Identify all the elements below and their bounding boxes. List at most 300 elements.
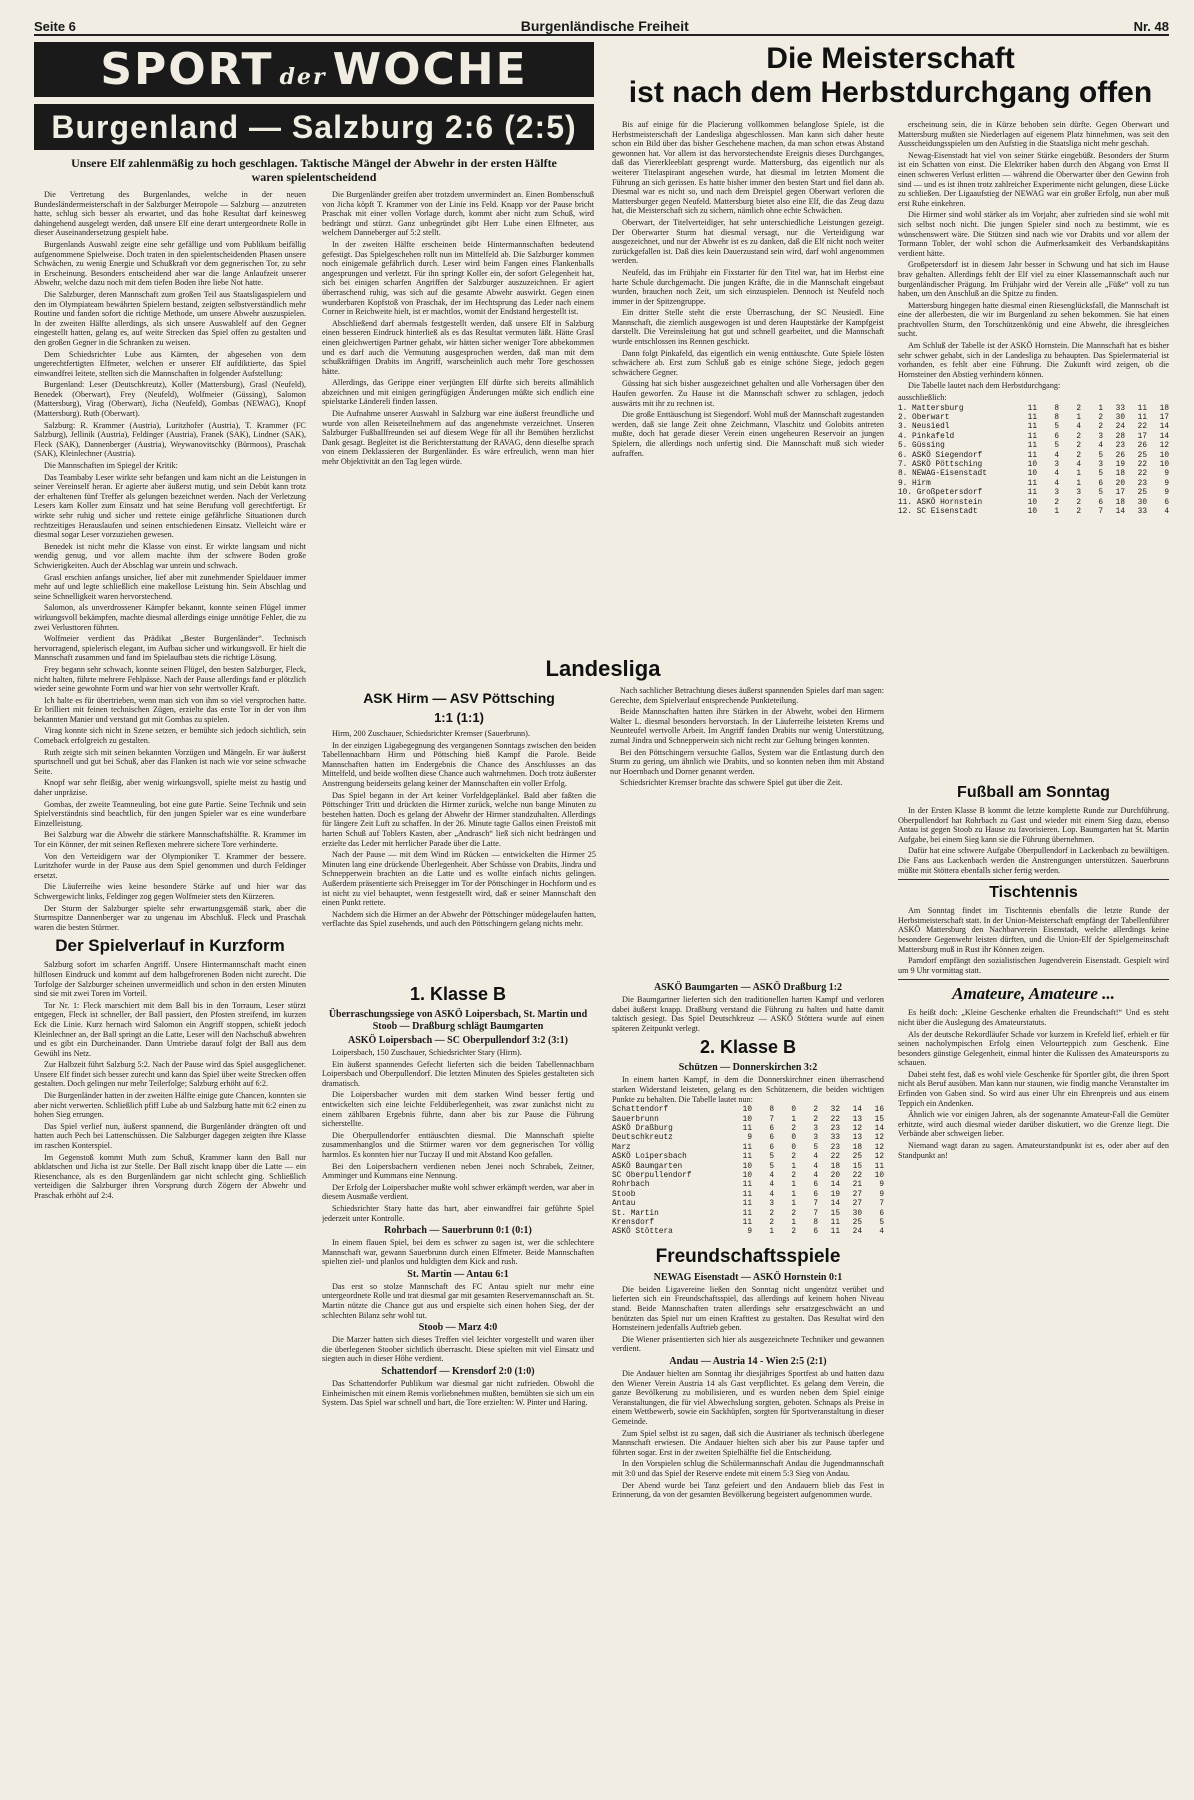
team-name: St. Martin	[612, 1209, 659, 1218]
stat-cell: 4	[769, 1190, 774, 1199]
team-name: 2. Oberwart	[898, 414, 950, 423]
paragraph: Bei den Pöttschingern versuchte Gallos, System war die Entlastung durch den Sturm zu gering, um ähnlich wie Drabits, und so konnten neben ihm mit Abstand nur Hoernbach und Dorner genannt werden.	[610, 747, 884, 776]
main-report-part1	[34, 190, 306, 932]
paragraph: Das Teambaby Leser wirkte sehr befangen und kam nicht an die Leistungen in seiner Vereinself heran. Er agierte aber äußerst mutig, und sein Debüt kann trotz der erhaltenen fünf Treffer als gelungen bezeichnet werden. Nach der Verletzung Lesers kam Koller zum Einsatz und hat seine Berufung voll gerechtfertigt. Er wirkte sehr ruhig und sicher und rettete einige gefährliche Situationen durch rechtzeitiges Herauslaufen und seinen entschiedenen Einsatz. Vielleicht wäre er diesmal sogar Leser vorzuziehen gewesen.	[34, 472, 306, 540]
table-row	[612, 1228, 884, 1237]
team-name: ASKÖ Stöttera	[612, 1228, 673, 1237]
stat-cell: 1	[791, 1181, 796, 1190]
landesliga-score: 1:1 (1:1)	[434, 710, 484, 725]
stat-cell: 19	[830, 1190, 840, 1199]
paragraph: Die Andauer hielten am Sonntag ihr diesjähriges Sportfest ab und hatten dazu den Wiener Verein Austria 14 als Gast verpflichtet. Es gelang dem Verein, die ganze Bevölkerung zu mobilisieren, und es wurden neben dem Spiel einige Veranstaltungen, die für viel Abwechslung sorgten, geboten. Schnaps als Preise in einem Wettbewerb, sowie ein Sackhüpfen, sorgten für Sportveranstaltung in dieser Gemeinde.	[612, 1369, 884, 1426]
table-row	[898, 433, 1169, 442]
table-row	[612, 1172, 884, 1181]
paragraph: Die Mannschaften im Spiegel der Kritik:	[44, 461, 178, 471]
paragraph: Die Salzburger, deren Mannschaft zum großen Teil aus Staatsligaspielern und den im Olympiateam bewährten Spielern bestand, zeigten selbstverständlich mehr Routine und fanden sofort die richtige Methode, um unsere Abwehr auszuspielen. In der zweiten Hälfte allerdings, als sich unsere Auswahlelf auf den Gegner eingestellt hatten, gelang es, auf weite Strecken das Spiel offen zu gestalten und den großen Gegner in die Schranken zu weisen.	[34, 289, 306, 347]
paragraph: Die Marzer hatten sich dieses Treffen viel leichter vorgestellt und waren über die überlegenen Stoober sichtlich überrascht. Diese spielten mit viel Einsatz und siegten auch in dieser Höhe verdient.	[322, 1335, 594, 1364]
paragraph: Neufeld, das im Frühjahr ein Fixstarter für den Titel war, hat im Herbst eine harte Schule durchgemacht. Die jungen Kräfte, die in die Mannschaft eingebaut wurden, brauchen noch Zeit, um sich einzuspielen. Dennoch ist Neufeld noch immer in der Spitzengruppe.	[612, 267, 884, 306]
paragraph: Am Schluß der Tabelle ist der ASKÖ Hornstein. Die Mannschaft hat es bisher sehr schwer gehabt, sich in der Landesliga zu behaupten. Das Spielermaterial ist vorhanden, es fehlt aber eine Führung. Die Zukunft wird zeigen, ob die Hornsteiner den Abstieg verhindern können.	[898, 341, 1169, 379]
stat-cell: 1	[1098, 404, 1103, 413]
stat-cell: 1	[1076, 479, 1081, 488]
stat-cell: 2	[1076, 508, 1081, 517]
stat-cell: 11	[830, 1219, 840, 1228]
stat-cell: 5	[1054, 442, 1059, 451]
stat-cell: 8	[1054, 414, 1059, 423]
column-1	[34, 190, 306, 1785]
stat-cell: 2	[1076, 498, 1081, 507]
stat-cell: 11	[874, 1162, 884, 1171]
stat-cell: 11	[1137, 404, 1147, 413]
column-2-top	[322, 190, 594, 520]
stat-cell: 14	[1159, 423, 1169, 432]
stat-cell: 8	[1054, 404, 1059, 413]
stat-cell: 10	[1027, 470, 1037, 479]
stat-cell: 1	[791, 1200, 796, 1209]
stat-cell: 9	[1164, 470, 1169, 479]
klasse1-text2	[322, 1238, 594, 1267]
paragraph: Die Aufnahme unserer Auswahl in Salzburg war eine äußerst freundliche und wurde von allen Reiseteilnehmern auf das angenehmste verzeichnet. Unseren Salzburger Fußballfreunden sei auf diesem Wege für all ihr Bemühen herzlichst Dank gesagt. Begleitet ist die Berichterstattung der RAVAG, denn dieselbe sprach von einem Deklassieren der Burgenländer. Es wäre erfreulich, wenn man hier mehr Objektivität an den Tag legen würde.	[322, 409, 594, 467]
klasse1-text5	[322, 1379, 594, 1408]
klasse1-text3	[322, 1282, 594, 1320]
paragraph: Das Schattendorfer Publikum war diesmal gar nicht zufrieden. Obwohl die Einheimischen mit einem Remis vorliebnehmen mußten, bemühten sie sich um ein System. Das Spiel war schnell und hart, die Tore erzielten: W. Pinter und Haring.	[322, 1379, 594, 1408]
paragraph: Das Spiel verlief nun, äußerst spannend, die Burgenländer drängten oft und hatten auch Pech bei Lattenschüssen. Die Salzburger dagegen zeigten ihre Klasse im raschen Konterspiel.	[34, 1121, 306, 1151]
meisterschaft-headline	[612, 42, 1169, 110]
freund-text1	[612, 1285, 884, 1354]
paragraph: Ich halte es für übertrieben, wenn man sich von ihm so viel versprochen hatte. Er brilliert mit feinen technischen Zügen, erzielte das erste Tor in der von ihm bekannten Manier und verstand gut mit Gombas zu spielen.	[34, 695, 306, 724]
stat-cell: 20	[830, 1172, 840, 1180]
stat-cell: 4	[813, 1172, 818, 1180]
stat-cell: 5	[769, 1162, 774, 1171]
table-row	[898, 414, 1169, 423]
team-name: 3. Neusiedl	[898, 423, 950, 432]
stat-cell: 4	[1054, 470, 1059, 479]
paragraph: Ruth zeigte sich mit seinen bekannten Vorzügen und Mängeln. Er war äußerst spurtschnell und gut bei Schuß, aber das Flanken ist nach wie vor seine schwache Seite.	[34, 747, 306, 776]
stat-cell: 13	[852, 1115, 862, 1124]
paragraph: In einem harten Kampf, in dem die Donnerskirchner einen überraschend starken Widerstand leisteten, gelang es den Schützenern, die beiden wichtigen Punkte zu behalten. Die Tabelle lautet nun:	[612, 1075, 884, 1104]
stat-cell: 25	[852, 1219, 862, 1228]
freund-match2: Andau — Austria 14 - Wien 2:5 (2:1)	[669, 1356, 827, 1367]
stat-cell: 25	[1137, 489, 1147, 498]
stat-cell: 17	[1115, 489, 1125, 498]
table-row	[612, 1210, 884, 1219]
stat-cell: 11	[1027, 423, 1037, 432]
stat-cell: 1	[791, 1115, 796, 1124]
tischtennis-text	[898, 906, 1169, 975]
issue-number: Nr. 48	[1133, 19, 1169, 34]
stat-cell: 18	[852, 1143, 862, 1152]
stat-cell: 2	[1076, 404, 1081, 413]
table-row	[898, 480, 1169, 489]
stat-cell: 11	[742, 1143, 752, 1152]
paragraph: Die Baumgartner lieferten sich den traditionellen harten Kampf und verloren dabei äußerst knapp. Draßburg verstand die Führung zu halten und hatte damit taktisch gesiegt. Das Spiel Deutschkreuz — ASKÖ Stöttera wurde auf einen späteren Zeitpunkt verlegt.	[612, 995, 884, 1033]
stat-cell: 27	[852, 1200, 862, 1209]
table-label: ausschließlich:	[898, 393, 947, 403]
stat-cell: 2	[1076, 451, 1081, 460]
stat-cell: 22	[1137, 423, 1147, 432]
stat-cell: 1	[1076, 414, 1081, 423]
team-name: Deutschkreutz	[612, 1134, 673, 1143]
paragraph: Nach der Pause — mit dem Wind im Rücken — entwickelten die Hirmer 25 Minuten lang eine drückende Überlegenheit. Aber Schüsse von Drabits, Jindra und Schnepperwein brachten an die Latte und es wollte einfach nichts gelingen. Außerdem präsentierte sich Preisegger im Tor der Pöttschinger in Hochform und es ist nicht zu viel behauptet, wenn festgestellt wird, daß er seiner Mannschaft den einen Punkt rettete.	[322, 850, 596, 908]
stat-cell: 33	[830, 1134, 840, 1143]
paragraph: Es heißt doch: „Kleine Geschenke erhalten die Freundschaft!“ Und es steht nicht über die Auslegung des Amateurstatuts.	[898, 1008, 1169, 1027]
stat-cell: 6	[769, 1134, 774, 1143]
paragraph: Die große Enttäuschung ist Siegendorf. Wohl muß der Mannschaft zugestanden werden, daß sie lange Zeit ohne Zeichmann, Vlaschitz und Golobits antreten mußte, doch hat gerade dieser Verein einen ungeheuren Reservoir an jungen Spielern, die allerdings noch unfertig sind. Die Mannschaft muß sich wieder aufraffen.	[612, 410, 884, 458]
klasse2-match: Schützen — Donnerskirchen 3:2	[678, 1062, 818, 1074]
team-name: 6. ASKÖ Siegendorf	[898, 451, 983, 460]
team-name: ASKÖ Baumgarten	[612, 1162, 683, 1171]
stat-cell: 7	[769, 1115, 774, 1124]
stat-cell: 10	[742, 1115, 752, 1124]
stat-cell: 17	[1137, 432, 1147, 441]
landesliga-section	[322, 652, 884, 982]
stat-cell: 15	[830, 1209, 840, 1218]
stat-cell: 23	[830, 1143, 840, 1152]
page-header	[34, 12, 1169, 36]
team-name: 5. Güssing	[898, 442, 945, 451]
stat-cell: 5	[1098, 470, 1103, 479]
paragraph: Salomon, als unverdrossener Kämpfer bekannt, konnte seinen Flügel immer wirkungsvoll bekämpfen, machte diesmal allerdings einige unnötige Fehler, die zu zwei Verlusttoren führten.	[34, 603, 306, 632]
amateure-title: Amateure, Amateure ...	[952, 984, 1115, 1004]
table-row	[612, 1181, 884, 1190]
stat-cell: 11	[830, 1228, 840, 1237]
paragraph: Die Tabelle lautet nach dem Herbstdurchgang:	[908, 381, 1061, 391]
newspaper-page	[34, 12, 1169, 1790]
paragraph: Burgenlands Auswahl zeigte eine sehr gefällige und vom Publikum beifällig aufgenommene Spielweise. Doch traten in den spielentscheidenden Phasen unsere Schwächen, zu wenig Energie und Schußkraft vor dem gegnerischen Tor, zu sehr in Erscheinung. Besonders entscheidend aber war die lange Anlaufzeit unserer Abwehr, welche dazu noch mit dem tiefen Boden ihre liebe Not hatte.	[34, 239, 306, 288]
stat-cell: 24	[852, 1228, 862, 1237]
stat-cell: 11	[742, 1124, 752, 1133]
paragraph: Ein äußerst spannendes Gefecht lieferten sich die beiden Tabellennachbarn Loipersbach und Oberpullendorf. Die letzten Minuten des Spieles gestalteten sich dramatisch.	[322, 1059, 594, 1088]
table-row	[898, 405, 1169, 414]
stat-cell: 9	[1164, 479, 1169, 488]
stat-cell: 2	[791, 1172, 796, 1180]
verlauf-text	[34, 960, 306, 1200]
stat-cell: 22	[1137, 470, 1147, 479]
stat-cell: 12	[852, 1124, 862, 1133]
stat-cell: 11	[742, 1209, 752, 1218]
stat-cell: 3	[813, 1124, 818, 1133]
stat-cell: 2	[769, 1219, 774, 1228]
stat-cell: 1	[1076, 470, 1081, 479]
meisterschaft-line2: ist nach dem Herbstdurchgang offen	[628, 76, 1153, 109]
stat-cell: 2	[1054, 498, 1059, 507]
stat-cell: 6	[769, 1124, 774, 1133]
stat-cell: 2	[791, 1209, 796, 1218]
stat-cell: 6	[1098, 498, 1103, 507]
team-name: 7. ASKÖ Pöttsching	[898, 461, 983, 470]
stat-cell: 21	[852, 1181, 862, 1190]
stat-cell: 11	[1027, 489, 1037, 498]
paragraph: Allerdings, das Gerippe einer verjüngten Elf dürfte sich bereits allmählich abzeichnen und mit einigen geringfügigen Änderungen müßte sich endlich eine spielstarke Ländereli finden lassen.	[322, 378, 594, 407]
paragraph: Im Gegenstoß kommt Muth zum Schuß, Krammer kann den Ball nur abklatschen und Jicha ist zur Stelle. Der Ball zischt knapp über die Latte — ein Riesenchance, als es den Burgenländern gar nicht schlecht ging. Schließlich verteidigen die Salzburger ihren Vorsprung durch Zögern der Abwehr und Praschak erhöht auf 2:4.	[34, 1152, 306, 1200]
landesliga-text-left	[322, 729, 596, 929]
team-name: 11. ASKÖ Hornstein	[898, 498, 983, 507]
paragraph: Güssing hat sich bisher ausgezeichnet gehalten und alle Vorhersagen über den Haufen geworfen. Zu Hause ist die Mannschaft schwer zu schlagen, jedoch auswärts mit ihr zu rechnen ist.	[612, 379, 884, 408]
main-match-banner	[34, 104, 594, 150]
stat-cell: 23	[1137, 479, 1147, 488]
stat-cell: 14	[830, 1181, 840, 1190]
paragraph: Zur Halbzeit führt Salzburg 5:2. Nach der Pause wird das Spiel ausgeglichener. Unsere Elf findet sich besser zurecht und kann das Spiel über weite Strecken offen gestalten. Doch gelingen nur mehr Teilerfolge; Salzburg erhöht auf 6:2.	[34, 1060, 306, 1089]
stat-cell: 14	[874, 1124, 884, 1133]
table-row	[612, 1125, 884, 1134]
stat-cell: 4	[769, 1181, 774, 1190]
stat-cell: 9	[1164, 489, 1169, 498]
stat-cell: 4	[1054, 479, 1059, 488]
stat-cell: 4	[1076, 461, 1081, 470]
team-name: 9. Hirm	[898, 479, 931, 488]
team-name: Sauerbrunn	[612, 1115, 659, 1124]
paragraph: Von den Verteidigern war der Olympioniker T. Krammer der bessere. Luritzhofer wurde in der Pause aus dem Spiel genommen und durch Feldinger ersetzt.	[34, 851, 306, 880]
stat-cell: 19	[1115, 461, 1125, 470]
table-row	[612, 1106, 884, 1115]
table-row	[612, 1153, 884, 1162]
stat-cell: 1	[1054, 508, 1059, 517]
stat-cell: 3	[1098, 461, 1103, 470]
stat-cell: 1	[791, 1219, 796, 1228]
paragraph: Bis auf einige für die Placierung vollkommen belanglose Spiele, ist die Herbstmeisterschaft der Landesliga abgeschlossen. Man kann sich daher heute schon ein Bild über das bisher Geschehene machen, da man schon etwas Abstand gewonnen hat. Vor allem ist das hervorstechendste Ereignis dieses Durchganges, daß das Viererkleeblatt gesprengt wurde. Mattersburg, das eigentlich nur als weiterer Titelaspirant angesehen wurde, hat diesmal im letzten Moment die Führung an sich gerissen. Es hatte bisher immer den besten Start und fiel dann ab. Diesmal war es nicht so, und nach dem Dreispiel gegen Oberwart verloren die Mattersburger gegen Neufeld. Mattersburg bietet also eine Elf, die das Zeug dazu hat, die Meisterschaft sich zu sichern, nämlich ohne echte Schwächen.	[612, 120, 884, 216]
landesliga-match: ASK Hirm — ASV Pöttsching	[363, 690, 555, 706]
stat-cell: 11	[1137, 414, 1147, 423]
stat-cell: 18	[1115, 470, 1125, 479]
paragraph: Am Sonntag findet im Tischtennis ebenfalls die letzte Runde der Herbstmeisterschaft statt. In der Union-Meisterschaft empfängt der Tabellenführer ASKÖ Mattersburg den Nachbarverein Eisenstadt, welche allerdings keine besondere Gegenwehr leisten dürften, und die Union-Elf der Spielgemeinschaft Mattersburg muß in Rust ihr Können zeigen.	[898, 906, 1169, 954]
stat-cell: 3	[1054, 489, 1059, 498]
stat-cell: 5	[1054, 423, 1059, 432]
stat-cell: 22	[830, 1153, 840, 1162]
stat-cell: 6	[813, 1190, 818, 1199]
paragraph: Die Läuferreihe wies keine besondere Stärke auf und hier war das Schwergewicht links, Feldinger zog gegen Wolfmeier stets den Kürzeren.	[34, 882, 306, 901]
stat-cell: 14	[830, 1200, 840, 1209]
stat-cell: 18	[830, 1162, 840, 1171]
team-name: Krensdorf	[612, 1219, 655, 1228]
stat-cell: 2	[813, 1106, 818, 1115]
stat-cell: 7	[1098, 508, 1103, 517]
paragraph: Mattersburg hingegen hatte diesmal einen Riesenglücksfall, die Mannschaft ist eine der allerbesten, die wir im Burgenland zu sehen bekommen. Sie hat einen prachtvollen Sturm, den Torschützenkönig und eine Abwehr, die ihresgleichen sucht.	[898, 300, 1169, 339]
table-row	[898, 452, 1169, 461]
paragraph: Dafür hat eine schwere Aufgabe Oberpullendorf in Lackenbach zu bewältigen. Die Fans aus Lackenbach werden die Anstrengungen unterstützen. Sauerbrunn müßte mit Stöttera ebenfalls sicher fertig werden.	[898, 846, 1169, 875]
meisterschaft-text-1	[612, 120, 884, 458]
landesliga-table	[898, 405, 1169, 518]
column-4-top	[898, 120, 1169, 788]
banner-sport: SPORT	[100, 44, 274, 95]
table-row	[898, 461, 1169, 470]
paragraph: Die Loipersbacher wurden mit dem starken Wind besser fertig und entwickelten sich eine leichte Feldüberlegenheit, was zwar zunächst nicht zu einem zählbaren Ergebnis führte, dann aber bis zur Pause die Führung sicherstellte.	[322, 1090, 594, 1129]
amateure-text	[898, 1008, 1169, 1160]
meisterschaft-text-2	[898, 120, 1169, 391]
paragraph: Der Abend wurde bei Tanz gefeiert und den Andauern blieb das Fest in Erinnerung, da von der gesamten Bevölkerung begeistert aufgenommen wurde.	[612, 1480, 884, 1500]
stat-cell: 9	[879, 1190, 884, 1199]
paragraph: Gombas, der zweite Teamneuling, bot eine gute Partie. Seine Technik und sein Spielverständnis sind beachtlich, für den jungen Spieler war es eine wunderbare Einzelleistung.	[34, 799, 306, 828]
stat-cell: 30	[852, 1209, 862, 1218]
klasse2-table	[612, 1106, 884, 1238]
klasse1-match2: Rohrbach — Sauerbrunn 0:1 (0:1)	[384, 1225, 532, 1237]
paragraph: Hirm, 200 Zuschauer, Schiedsrichter Kremser (Sauerbrunn).	[332, 729, 530, 738]
paragraph: Bei den Loipersbachern verdienen neben Jenei noch Schrabek, Zeitner, Amminger und Kummans eine Nennung.	[322, 1161, 594, 1181]
stat-cell: 33	[1137, 508, 1147, 517]
stat-cell: 22	[830, 1115, 840, 1124]
stat-cell: 12	[874, 1134, 884, 1143]
paragraph: Die Hirmer sind wohl stärker als im Vorjahr, aber zufrieden sind sie wohl mit sich selbst noch nicht. Die jungen Spieler sind noch zu bestimmt, wie es wünschenswert wäre. Die Stützen sind nach wie vor Drabits und vor allem der Tormann Tobler, der wohl schon die Aufmerksamkeit des Verbandskapitäns verdient hätte.	[898, 210, 1169, 258]
klasse1-text1	[322, 1048, 594, 1223]
stat-cell: 6	[813, 1181, 818, 1190]
stat-cell: 11	[1027, 479, 1037, 488]
klasse2-text	[612, 1075, 884, 1104]
paragraph: Ähnlich wie vor einigen Jahren, als der sogenannte Amateur-Fall die Gemüter erhitzte, wird auch diesmal wieder darüber diskutiert, wo die Grenze liegt. Die Verbände aber schweigen lieber.	[898, 1110, 1169, 1139]
stat-cell: 5	[1098, 451, 1103, 460]
stat-cell: 15	[874, 1115, 884, 1124]
paragraph: Knopf war sehr fleißig, aber wenig wirkungsvoll, spielte meist zu hastig und daher unpräzise.	[34, 778, 306, 798]
main-report-part2	[322, 190, 594, 467]
stat-cell: 3	[1076, 489, 1081, 498]
sport-der-woche-banner	[34, 42, 594, 97]
paragraph: Nachdem sich die Hirmer an der Abwehr der Pöttschinger müdegelaufen hatten, verflachte das Spiel zusehends, und auch den Pöttschingern gelang nichts mehr.	[322, 909, 596, 929]
stat-cell: 14	[1115, 508, 1125, 517]
team-name: Stoob	[612, 1190, 636, 1199]
klasse1r-text	[612, 995, 884, 1033]
paragraph: Das erst so stolze Mannschaft des FC Antau spielt nur mehr eine untergeordnete Rolle und trat diesmal gar mit gesamten Reservemannschaft an. St. Martin nützte die Chance gut aus und erspielte sich einen hohen Sieg, der der schlechten Bilanz sehr wohl tut.	[322, 1281, 594, 1320]
stat-cell: 2	[791, 1124, 796, 1133]
team-name: 4. Pinkafeld	[898, 432, 955, 441]
paragraph: Das Spiel begann in der Art keiner Vorfeldgeplänkel. Bald aber faßten die Pöttschinger Tritt und drückten die Hirmer zurück, welche nun bange Minuten zu bestehen hatten. Doch es gelang der Abwehr der Hirmer standzuhalten. Allerdings für längere Zeit Luft zu schaffen. In der 26. Minute tagte Gallos einen Freistoß mit harten Schuß auf Toblers Kasten, aber „Andrasch“ ließ sich nicht bedrängen und erzielte das Leder mit herrlicher Parade über die Latte.	[322, 790, 596, 848]
stat-cell: 25	[852, 1153, 862, 1162]
stat-cell: 1	[791, 1190, 796, 1199]
paragraph: Der Sturm der Salzburger spielte sehr erwartungsgemäß stark, aber die Sturmspitze Dannenberger war zu ungenau im Abschluß. Fleck und Praschak waren die besten Stürmer.	[34, 903, 306, 932]
stat-cell: 30	[1137, 498, 1147, 507]
team-name: Antau	[612, 1200, 636, 1209]
stat-cell: 10	[1159, 461, 1169, 470]
paragraph: Salzburg: R. Krammer (Austria), Luritzhofer (Austria), T. Krammer (FC Salzburg), Jellinik (Austria), Feldinger (Austria), Franek (SAK), Lindner (SAK), Fleck (SAK), Dannenberger (Austria), Weywanovitschky (Bürmoos), Praschak (SAK), Kleinlechner (Austria).	[34, 420, 306, 459]
stat-cell: 7	[879, 1200, 884, 1209]
paragraph: Dem Schiedsrichter Lube aus Kärnten, der abgesehen von dem ungerechtfertigten Elfmeter, welchen er unserer Elf aufdiktierte, das Spiel einwandfrei leitete, stellten sich die Mannschaften in folgender Aufstellung:	[34, 349, 306, 378]
paragraph: Der Erfolg der Loipersbacher mußte wohl schwer erkämpft werden, war aber in diesem Ausmaße verdient.	[322, 1182, 594, 1202]
verlauf-title: Der Spielverlauf in Kurzform	[55, 936, 285, 956]
paragraph: Bei Salzburg war die Abwehr die stärkere Mannschaftshälfte. R. Krammer im Tor ein Könner, der mit seinen Reflexen mehrere sichere Tore verhinderte.	[34, 830, 306, 849]
stat-cell: 9	[879, 1181, 884, 1190]
stat-cell: 5	[879, 1219, 884, 1228]
stat-cell: 4	[1076, 423, 1081, 432]
table-row	[612, 1191, 884, 1200]
stat-cell: 11	[1027, 451, 1037, 460]
paragraph: Abschließend darf abermals festgestellt werden, daß unsere Elf in Salzburg einen besseren Eindruck hinterließ als es das Resultat vermuten läßt. Hätte Grasl einen gleichwertigen Partner gehabt, wir hätten sicher weniger Tore abbekommen und es darf auch die Vermutung ausgesprochen werden, daß man mit dem schußkräftigen Drabits im Angriff, warscheinlich auch mehr Tore geschossen hätte.	[322, 318, 594, 376]
paragraph: Dann folgt Pinkafeld, das eigentlich ein wenig enttäuschte. Gute Spiele lösten schwächere ab. Erst zum Schluß gab es einige schöne Siege, jedoch gegen schwächere Gegner.	[612, 348, 884, 377]
table-row	[898, 423, 1169, 432]
stat-cell: 14	[1159, 432, 1169, 441]
stat-cell: 2	[1098, 414, 1103, 423]
stat-cell: 7	[813, 1200, 818, 1209]
landesliga-text-right	[610, 686, 884, 788]
stat-cell: 5	[1098, 489, 1103, 498]
stat-cell: 10	[1027, 498, 1037, 507]
stat-cell: 8	[769, 1106, 774, 1115]
stat-cell: 4	[1054, 451, 1059, 460]
stat-cell: 8	[813, 1219, 818, 1228]
paragraph: Die Wiener präsentierten sich hier als ausgezeichnete Techniker und gewannen verdient.	[612, 1334, 884, 1354]
klasse1-section	[322, 980, 594, 1785]
stat-cell: 25	[1137, 451, 1147, 460]
table-row	[612, 1144, 884, 1153]
paragraph: Großpetersdorf ist in diesem Jahr besser in Schwung und hat sich im Hause brav gehalten. Allerdings fehlt der Elf viel zu einer Klassemannschaft auch nur burgenländischer Prägung. Im Frühjahr wird der Verein alle „Füße“ voll zu tun haben, um den Anschluß an die Spitze zu finden.	[898, 260, 1169, 299]
page-number: Seite 6	[34, 19, 76, 34]
table-row	[898, 442, 1169, 451]
stat-cell: 2	[791, 1153, 796, 1162]
stat-cell: 4	[813, 1162, 818, 1171]
stat-cell: 10	[874, 1172, 884, 1180]
table-row	[612, 1200, 884, 1209]
paragraph: Salzburg sofort im scharfen Angriff. Unsere Hintermannschaft macht einen hilflosen Eindruck und kommt auf dem halbgefrorenen Boden nicht zurecht. Die Torfolge der Salzburger scheinen unvermeidlich und schon in den ersten Minuten sind sie mit zwei Toren im Vorteil.	[34, 960, 306, 999]
stat-cell: 11	[742, 1190, 752, 1199]
main-match-subtitle: Unsere Elf zahlenmäßig zu hoch geschlagen. Taktische Mängel der Abwehr in der ersten Hälfte waren spielentscheidend	[71, 156, 557, 184]
stat-cell: 14	[852, 1106, 862, 1115]
stat-cell: 27	[852, 1190, 862, 1199]
paragraph: Parndorf empfängt den sozialistischen Jugendverein Eisenstadt. Gespielt wird um 9 Uhr vormittag statt.	[898, 956, 1169, 975]
paragraph: Die Burgenländer hatten in der zweiten Hälfte einige gute Chancen, konnten sie aber nicht verwerten. Schließlich pfiff Lube ab und Salzburg hatte mit 6:2 einen zu hohen Sieg errungen.	[34, 1091, 306, 1120]
stat-cell: 23	[1115, 442, 1125, 451]
stat-cell: 11	[742, 1181, 752, 1190]
klasse2-title: 2. Klasse B	[699, 1037, 797, 1058]
column-3-top	[612, 120, 884, 656]
stat-cell: 0	[791, 1134, 796, 1143]
paragraph: Virag konnte sich nicht in Szene setzen, er bemühte sich jedoch sichtlich, sein Comeback erfolgreich zu gestalten.	[34, 726, 306, 746]
paragraph: Zum Spiel selbst ist zu sagen, daß sich die Austrianer als technisch überlegene Mannschaft erwiesen. Die Andauer hielten sich aber bis zur Pause tapfer und führten sogar. Erst in der zweiten Spielhälfte fiel die Entscheidung.	[612, 1428, 884, 1457]
stat-cell: 6	[879, 1209, 884, 1218]
team-name: 10. Großpetersdorf	[898, 489, 983, 498]
stat-cell: 3	[1098, 432, 1103, 441]
team-name: Marz	[612, 1143, 631, 1152]
stat-cell: 22	[852, 1172, 862, 1180]
stat-cell: 4	[769, 1172, 774, 1180]
stat-cell: 16	[874, 1106, 884, 1115]
stat-cell: 12	[1159, 442, 1169, 451]
table-row	[898, 499, 1169, 508]
stat-cell: 23	[830, 1124, 840, 1133]
stat-cell: 5	[769, 1153, 774, 1162]
stat-cell: 11	[1027, 442, 1037, 451]
banner-der: der	[279, 64, 327, 90]
table-row	[612, 1163, 884, 1172]
paragraph: Benedek ist nicht mehr die Klasse von einst. Er wirkte langsam und nicht wendig genug, und vor allem machte ihm der schwere Boden große Schwierigkeiten. Auch der Abschlag war unrein und schwach.	[34, 541, 306, 570]
klasse1r-match1: ASKÖ Baumgarten — ASKÖ Draßburg 1:2	[653, 982, 843, 993]
stat-cell: 18	[1159, 404, 1169, 413]
paragraph: In den Vorspielen schlug die Schülermannschaft Andau die Jugendmannschaft mit 3:0 und das Spiel der Reserve endete mit einem 5:3 Sieg von Andau.	[612, 1459, 884, 1478]
fussball-text	[898, 806, 1169, 875]
landesliga-title: Landesliga	[545, 656, 661, 681]
paragraph: Die beiden Ligavereine ließen den Sonntag nicht ungenützt verübet und lieferten sich ein Freundschaftsspiel, das allerdings auf keinem hohen Niveau stand. Beide Mannschaften traten allerdings sehr ersatzgeschwächt an und benützten das Spiel nur um einen Krafttest zu gestalten. Das Resultat wird den Hornsteinern jedenfalls Auftrieb geben.	[612, 1284, 884, 1333]
stat-cell: 30	[1115, 414, 1125, 423]
stat-cell: 10	[1159, 451, 1169, 460]
klasse1-title: 1. Klasse B	[409, 984, 507, 1004]
stat-cell: 2	[1076, 442, 1081, 451]
klasse1-match5: Schattendorf — Krensdorf 2:0 (1:0)	[381, 1366, 535, 1378]
main-match-title: Burgenland — Salzburg 2:6 (2:5)	[51, 108, 577, 145]
newspaper-name: Burgenländische Freiheit	[520, 18, 689, 34]
team-name: 1. Mattersburg	[898, 404, 964, 413]
stat-cell: 33	[1115, 404, 1125, 413]
stat-cell: 4	[1098, 442, 1103, 451]
paragraph: Ein dritter Stelle steht die erste Überraschung, der SC Neusiedl. Eine Mannschaft, die ziemlich ausgewogen ist und deren Hauptstärke der Kampfgeist darstellt. Die Vereinsleitung hat gut und schnell gearbeitet, und die Mannschaft wurde entschlossen ins Rennen geschickt.	[612, 308, 884, 347]
table-row	[612, 1116, 884, 1125]
stat-cell: 11	[742, 1219, 752, 1228]
meisterschaft-line1: Die Meisterschaft	[766, 42, 1015, 75]
freund-text2	[612, 1369, 884, 1500]
team-name: 12. SC Eisenstadt	[898, 508, 978, 517]
stat-cell: 4	[879, 1228, 884, 1237]
team-name: Schattendorf	[612, 1106, 669, 1115]
stat-cell: 22	[1137, 461, 1147, 470]
stat-cell: 2	[1098, 423, 1103, 432]
stat-cell: 6	[813, 1228, 818, 1237]
paragraph: Schiedsrichter Stary hatte das hart, aber einwandfrei fair geführte Spiel jederzeit unter Kontrolle.	[322, 1203, 594, 1223]
stat-cell: 10	[742, 1106, 752, 1115]
paragraph: Oberwart, der Titelverteidiger, hat sehr unterschiedliche Leistungen gezeigt. Der Oberwarter Sturm hat diesmal versagt, nur die Verteidigung war ausgezeichnet, und nur der Abwehr ist es zu danken, daß die Elf nicht noch weiter zurückgefallen ist. Daß dies kein Dauerzustand sein wird, darf wohl angenommen werden.	[612, 217, 884, 266]
paragraph: Die Burgenländer greifen aber trotzdem unvermindert an. Einen Bombenschuß von Jicha köpft T. Krammer von der Linie ins Feld. Knapp vor der Pause bricht Praschak mit einer vollen Vorlage durch, kommt aber nicht zum Schuß, wird bedrängt und stürzt. Ganz unbegründet gibt Herr Lube einen Elfmeter, aus welchem Danneberger auf 5:2 stellt.	[322, 190, 594, 238]
stat-cell: 6	[769, 1143, 774, 1152]
